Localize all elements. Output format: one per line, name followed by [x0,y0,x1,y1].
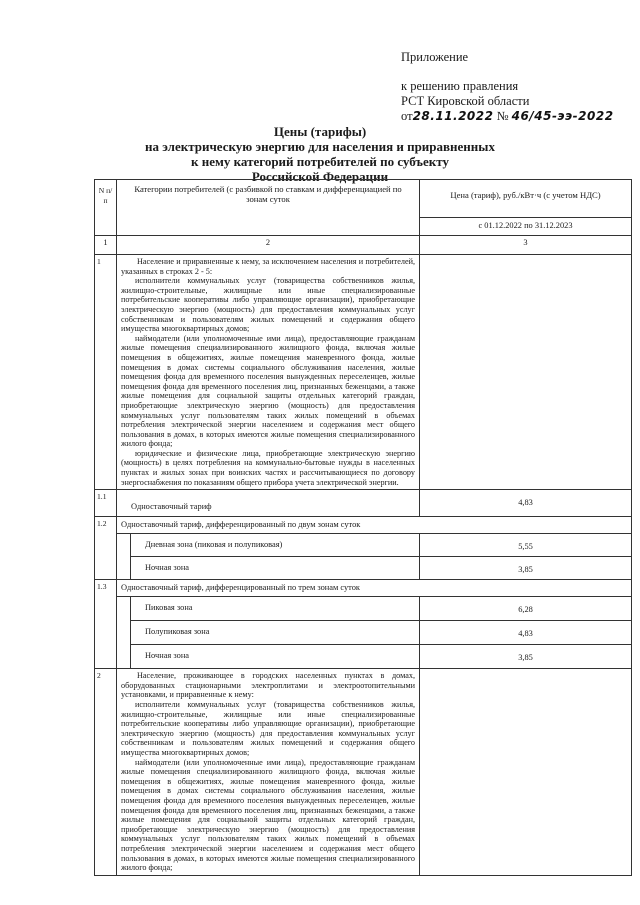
document-title [110,124,530,184]
row-1-3-indent [117,597,131,669]
appendix-authority: РСТ Кировской области [401,94,530,108]
zone-value: 3,85 [420,645,632,669]
row-1-paragraph-1: Население и приравненные к нему, за исключением населения и потребителей, указанных в строках 2 - 5: [121,257,416,276]
row-1-2-indent [117,534,131,580]
zone-value: 6,28 [420,597,632,621]
appendix-label: Приложение [401,50,469,64]
date-prefix: от [401,109,413,123]
title-line-2: на электрическую энергию для населения и приравненных [145,139,495,154]
number-prefix: № [496,109,509,123]
row-1-2-number: 1.2 [95,517,117,580]
row-2-paragraph-1: Население, проживающее в городских населенных пунктах в домах, оборудованных стационарными электроплитами и электроотопительными установками, и приравненные к нему: [121,671,416,700]
zone-label: Пиковая зона [131,597,420,621]
appendix-date-line [401,109,614,124]
title-line-3: к нему категорий потребителей по субъекту [191,154,449,169]
row-1-1-label: Одноставочный тариф [117,490,420,517]
header-price: Цена (тариф), руб./кВт·ч (с учетом НДС) [420,180,632,218]
title-line-1: Цены (тарифы) [273,124,367,139]
row-1-3-label: Одноставочный тариф, дифференцированный по трем зонам суток [117,580,632,597]
tariff-table [94,179,631,876]
zone-value: 3,85 [420,557,632,580]
row-1-description [117,255,420,490]
row-1-3-number: 1.3 [95,580,117,669]
zone-label: Полупиковая зона [131,621,420,645]
row-2-price-empty [420,669,632,875]
row-2-paragraph-3: наймодатели (или уполномоченные ими лица), предоставляющие гражданам жилые помещения специализированного жилищного фонда, включая жилые помещения в общежитиях, жилые помещения маневренного фонда, жилые помещения в домах системы социального обслуживания населения, жилые помещения фонда для временного поселения вынужденных переселенцев, жилые помещения фонда для временного поселения лиц, признанных беженцами, а также жилые помещения для социальной защиты отдельных категорий граждан, приобретающие электрическую энергию (мощность) для предоставления коммунальных услуг пользователям таких жилых помещений в объемах потребления электрической энергии населением и содержания мест общего пользования в домах, в которых имеются жилые помещения специализированного жилого фонда; [121,757,416,873]
row-1-paragraph-4: юридические и физические лица, приобретающие электрическую энергию (мощность) в целях потребления на коммунально-бытовые нужды в населенных пунктах и жилых зонах при воинских частях и рассчитывающиеся по договору энергоснабжения по показаниям общего прибора учета электрической энергии. [121,448,416,487]
zone-value: 5,55 [420,534,632,557]
row-1-paragraph-2: исполнители коммунальных услуг (товарищества собственников жилья, жилищно-строительные, жилищные или иные специализированные потребительские кооперативы либо управляющие организации), приобретающие электрическую энергию (мощность) для предоставления коммунальных услуг собственникам и пользователям жилых помещений и содержания общего имущества многоквартирных домов; [121,276,416,334]
handwritten-number: 46/45-ээ-2022 [511,109,614,123]
row-2-description [117,669,420,875]
row-1-1-number: 1.1 [95,490,117,517]
appendix-block [401,50,614,124]
row-2-paragraph-2: исполнители коммунальных услуг (товарищества собственников жилья, жилищно-строительные, жилищные или иные специализированные потребительские кооперативы либо управляющие организации), приобретающие электрическую энергию (мощность) для предоставления коммунальных услуг собственникам и пользователям жилых помещений и содержания общего имущества многоквартирных домов; [121,700,416,757]
zone-value: 4,83 [420,621,632,645]
column-number-1: 1 [95,236,117,255]
row-1-paragraph-3: наймодатели (или уполномоченные ими лица), предоставляющие гражданам жилые помещения специализированного жилищного фонда, включая жилые помещения в общежитиях, жилые помещения маневренного фонда, жилые помещения в домах системы социального обслуживания населения, жилые помещения фонда для временного поселения вынужденных переселенцев, жилые помещения фонда для временного поселения лиц, признанных беженцами, а также жилые помещения для социальной защиты отдельных категорий граждан, приобретающие электрическую энергию (мощность) для предоставления коммунальных услуг пользователям таких жилых помещений в объемах потребления электрической энергии населением и содержания мест общего пользования в домах, в которых имеются жилые помещения специализированного жилого фонда; [121,333,416,449]
row-1-price-empty [420,255,632,490]
handwritten-date: 28.11.2022 [412,109,494,123]
row-2-number: 2 [95,669,117,875]
zone-label: Дневная зона (пиковая и полупиковая) [131,534,420,557]
header-period: с 01.12.2022 по 31.12.2023 [420,218,632,236]
header-number: N п/п [95,180,117,236]
row-1-2-label: Одноставочный тариф, дифференцированный по двум зонам суток [117,517,632,534]
zone-label: Ночная зона [131,557,420,580]
zone-label: Ночная зона [131,645,420,669]
column-number-3: 3 [420,236,632,255]
row-1-1-value: 4,83 [420,490,632,517]
title-line-4: Российской Федерации [251,169,389,184]
header-categories: Категории потребителей (с разбивкой по ставкам и дифференциацией по зонам суток [117,180,420,236]
column-number-2: 2 [117,236,420,255]
row-1-number: 1 [95,255,117,490]
appendix-decision: к решению правления [401,79,519,93]
